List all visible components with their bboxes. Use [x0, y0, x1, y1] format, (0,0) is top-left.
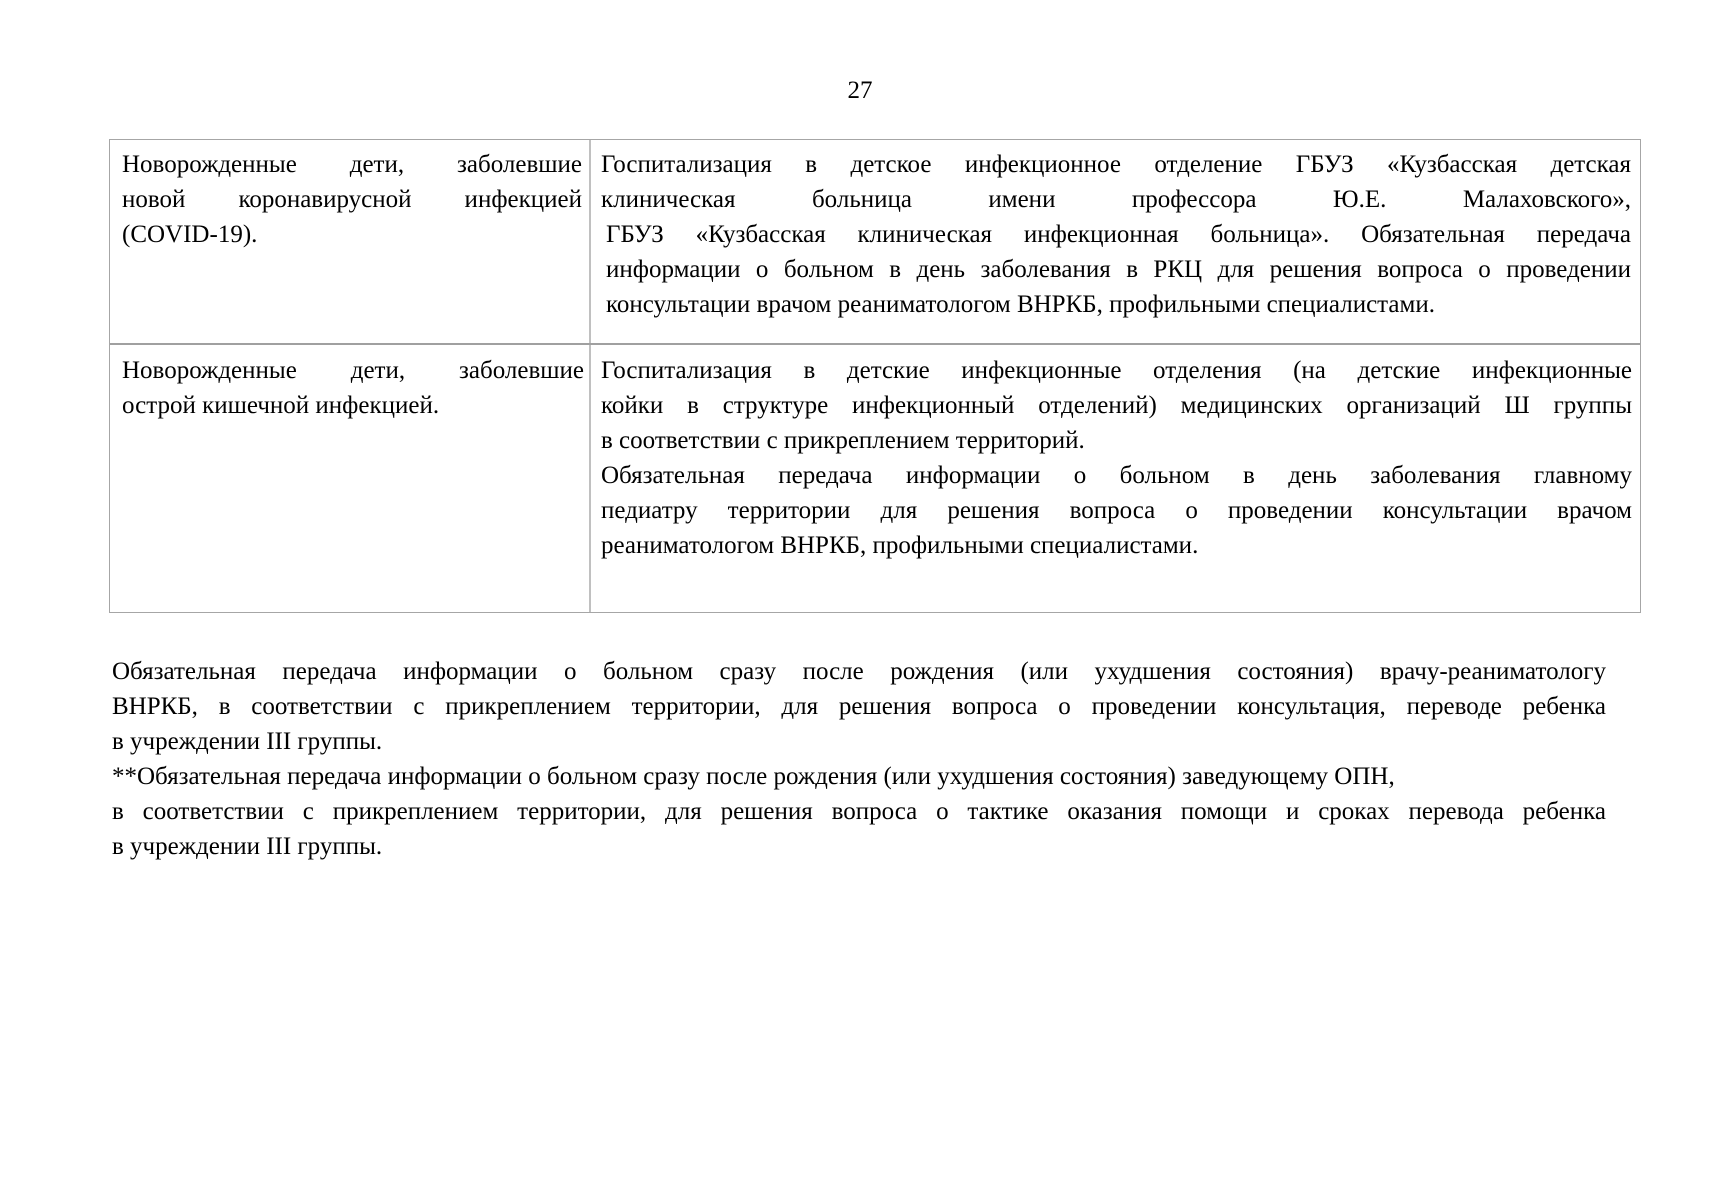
action-line: койки в структуре инфекционный отделений) медицинских организаций Ш группы	[601, 392, 1632, 419]
footnote-line: Обязательная передача информации о больном сразу после рождения (или ухудшения состояния) врачу-реаниматологу	[112, 658, 1606, 685]
footnote-line: в учреждении III группы.	[112, 728, 383, 755]
condition-line: новой коронавирусной инфекцией	[122, 186, 582, 213]
condition-line: острой кишечной инфекцией.	[122, 392, 440, 419]
condition-line: Новорожденные дети, заболевшие	[122, 151, 582, 178]
action-line: Госпитализация в детское инфекционное отделение ГБУЗ «Кузбасская детская	[601, 151, 1631, 178]
action-line: ГБУЗ «Кузбасская клиническая инфекционная больница». Обязательная передача	[606, 221, 1631, 248]
row-divider	[110, 343, 1640, 345]
action-line: информации о больном в день заболевания в РКЦ для решения вопроса о проведении	[606, 256, 1631, 283]
routing-table	[109, 139, 1641, 613]
action-line: Обязательная передача информации о больном в день заболевания главному	[601, 462, 1632, 489]
condition-line: Новорожденные дети, заболевшие	[122, 357, 584, 384]
action-line: в соответствии с прикреплением территорий.	[601, 427, 1085, 454]
footnote-line: в соответствии с прикреплением территории, для решения вопроса о тактике оказания помощи и сроках перевода ребенка	[112, 798, 1606, 825]
footnote-line: в учреждении III группы.	[112, 833, 383, 860]
action-line: клиническая больница имени профессора Ю.Е. Малаховского»,	[601, 186, 1631, 213]
action-line: педиатру территории для решения вопроса о проведении консультации врачом	[601, 497, 1632, 524]
column-divider	[589, 140, 591, 612]
action-line: реаниматологом ВНРКБ, профильными специалистами.	[601, 532, 1199, 559]
page-number: 27	[847, 77, 873, 104]
action-line: Госпитализация в детские инфекционные отделения (на детские инфекционные	[601, 357, 1632, 384]
action-line: консультации врачом реаниматологом ВНРКБ, профильными специалистами.	[606, 291, 1435, 318]
condition-line: (COVID-19).	[122, 221, 258, 248]
footnote-line: ВНРКБ, в соответствии с прикреплением территории, для решения вопроса о проведении консультация, переводе ребенка	[112, 693, 1606, 720]
footnote-line: **Обязательная передача информации о больном сразу после рождения (или ухудшения состояния) заведующему ОПН,	[112, 763, 1395, 790]
